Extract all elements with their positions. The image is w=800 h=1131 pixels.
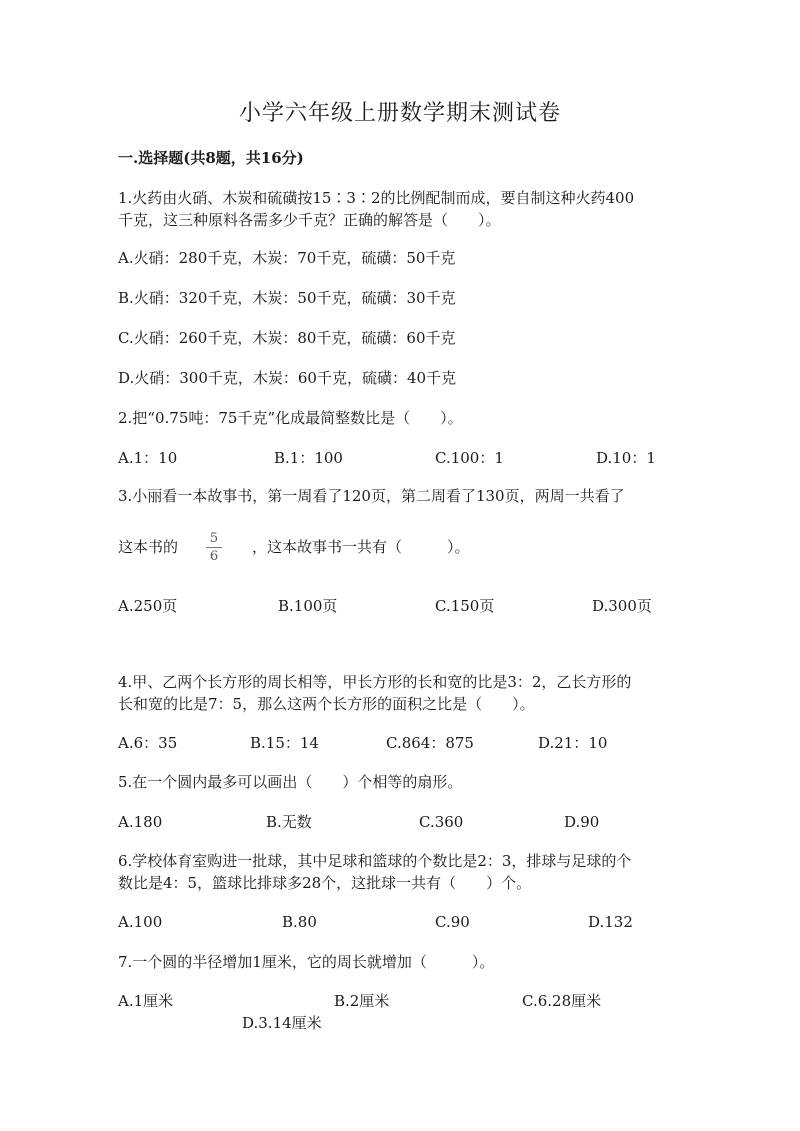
fraction-denominator: 6 — [209, 549, 219, 564]
page-title: 小学六年级上册数学期末测试卷 — [238, 101, 561, 126]
question-1-text-line-1: 1.火药由火硝、木炭和硫磺按15∶3∶2的比例配制而成，要自制这种火药400 — [118, 189, 635, 207]
section-heading: 一.选择题(共8题，共16分) — [118, 149, 304, 167]
question-4-option-d: D.21：10 — [538, 734, 608, 752]
question-3-option-a: A.250页 — [118, 597, 178, 615]
question-6-option-a: A.100 — [118, 913, 163, 931]
question-2-option-a: A.1：10 — [118, 449, 178, 467]
fraction-numerator: 5 — [206, 532, 222, 548]
question-5-text: 5.在一个圆内最多可以画出（ ）个相等的扇形。 — [118, 773, 463, 791]
question-2-option-b: B.1：100 — [274, 449, 343, 467]
question-4-option-b: B.15：14 — [250, 734, 319, 752]
question-1-option-a: A.火硝：280千克，木炭：70千克，硫磺：50千克 — [118, 249, 456, 267]
question-3-text-line-2b: ，这本故事书一共有（ ）。 — [252, 538, 470, 556]
question-5-option-c: C.360 — [419, 813, 464, 831]
question-7-option-d: D.3.14厘米 — [242, 1014, 322, 1032]
question-3-option-d: D.300页 — [592, 597, 652, 615]
question-3-text-line-1: 3.小丽看一本故事书，第一周看了120页，第二周看了130页，两周一共看了 — [118, 487, 625, 505]
question-2-option-d: D.10：1 — [596, 449, 656, 467]
question-6-text-line-1: 6.学校体育室购进一批球，其中足球和篮球的个数比是2：3，排球与足球的个 — [118, 852, 632, 870]
question-4-text-line-1: 4.甲、乙两个长方形的周长相等，甲长方形的长和宽的比是3：2，乙长方形的 — [118, 673, 632, 691]
question-7-option-c: C.6.28厘米 — [522, 992, 602, 1010]
question-7-option-b: B.2厘米 — [334, 992, 390, 1010]
question-6-option-b: B.80 — [282, 913, 317, 931]
question-2-option-c: C.100：1 — [435, 449, 504, 467]
question-4-text-line-2: 长和宽的比是7：5，那么这两个长方形的面积之比是（ ）。 — [118, 695, 535, 713]
question-6-text-line-2: 数比是4：5，篮球比排球多28个，这批球一共有（ ）个。 — [118, 874, 532, 892]
question-1-option-c: C.火硝：260千克，木炭：80千克，硫磺：60千克 — [118, 329, 456, 347]
question-5-option-d: D.90 — [564, 813, 600, 831]
question-3-option-b: B.100页 — [278, 597, 338, 615]
question-5-option-a: A.180 — [118, 813, 163, 831]
question-3-text-line-2a: 这本书的 — [118, 538, 179, 556]
question-1-text-line-2: 千克，这三种原料各需多少千克？正确的解答是（ ）。 — [118, 211, 501, 229]
fraction-five-sixths — [206, 532, 222, 564]
question-4-option-c: C.864：875 — [386, 734, 474, 752]
question-4-option-a: A.6：35 — [118, 734, 178, 752]
question-5-option-b: B.无数 — [266, 813, 312, 831]
question-3-option-c: C.150页 — [435, 597, 495, 615]
question-2-text: 2.把“0.75吨：75千克”化成最简整数比是（ ）。 — [118, 409, 463, 427]
question-6-option-c: C.90 — [435, 913, 470, 931]
question-7-text: 7.一个圆的半径增加1厘米，它的周长就增加（ ）。 — [118, 953, 495, 971]
question-1-option-b: B.火硝：320千克，木炭：50千克，硫磺：30千克 — [118, 289, 456, 307]
question-7-option-a: A.1厘米 — [118, 992, 174, 1010]
question-1-option-d: D.火硝：300千克，木炭：60千克，硫磺：40千克 — [118, 369, 457, 387]
question-6-option-d: D.132 — [588, 913, 633, 931]
